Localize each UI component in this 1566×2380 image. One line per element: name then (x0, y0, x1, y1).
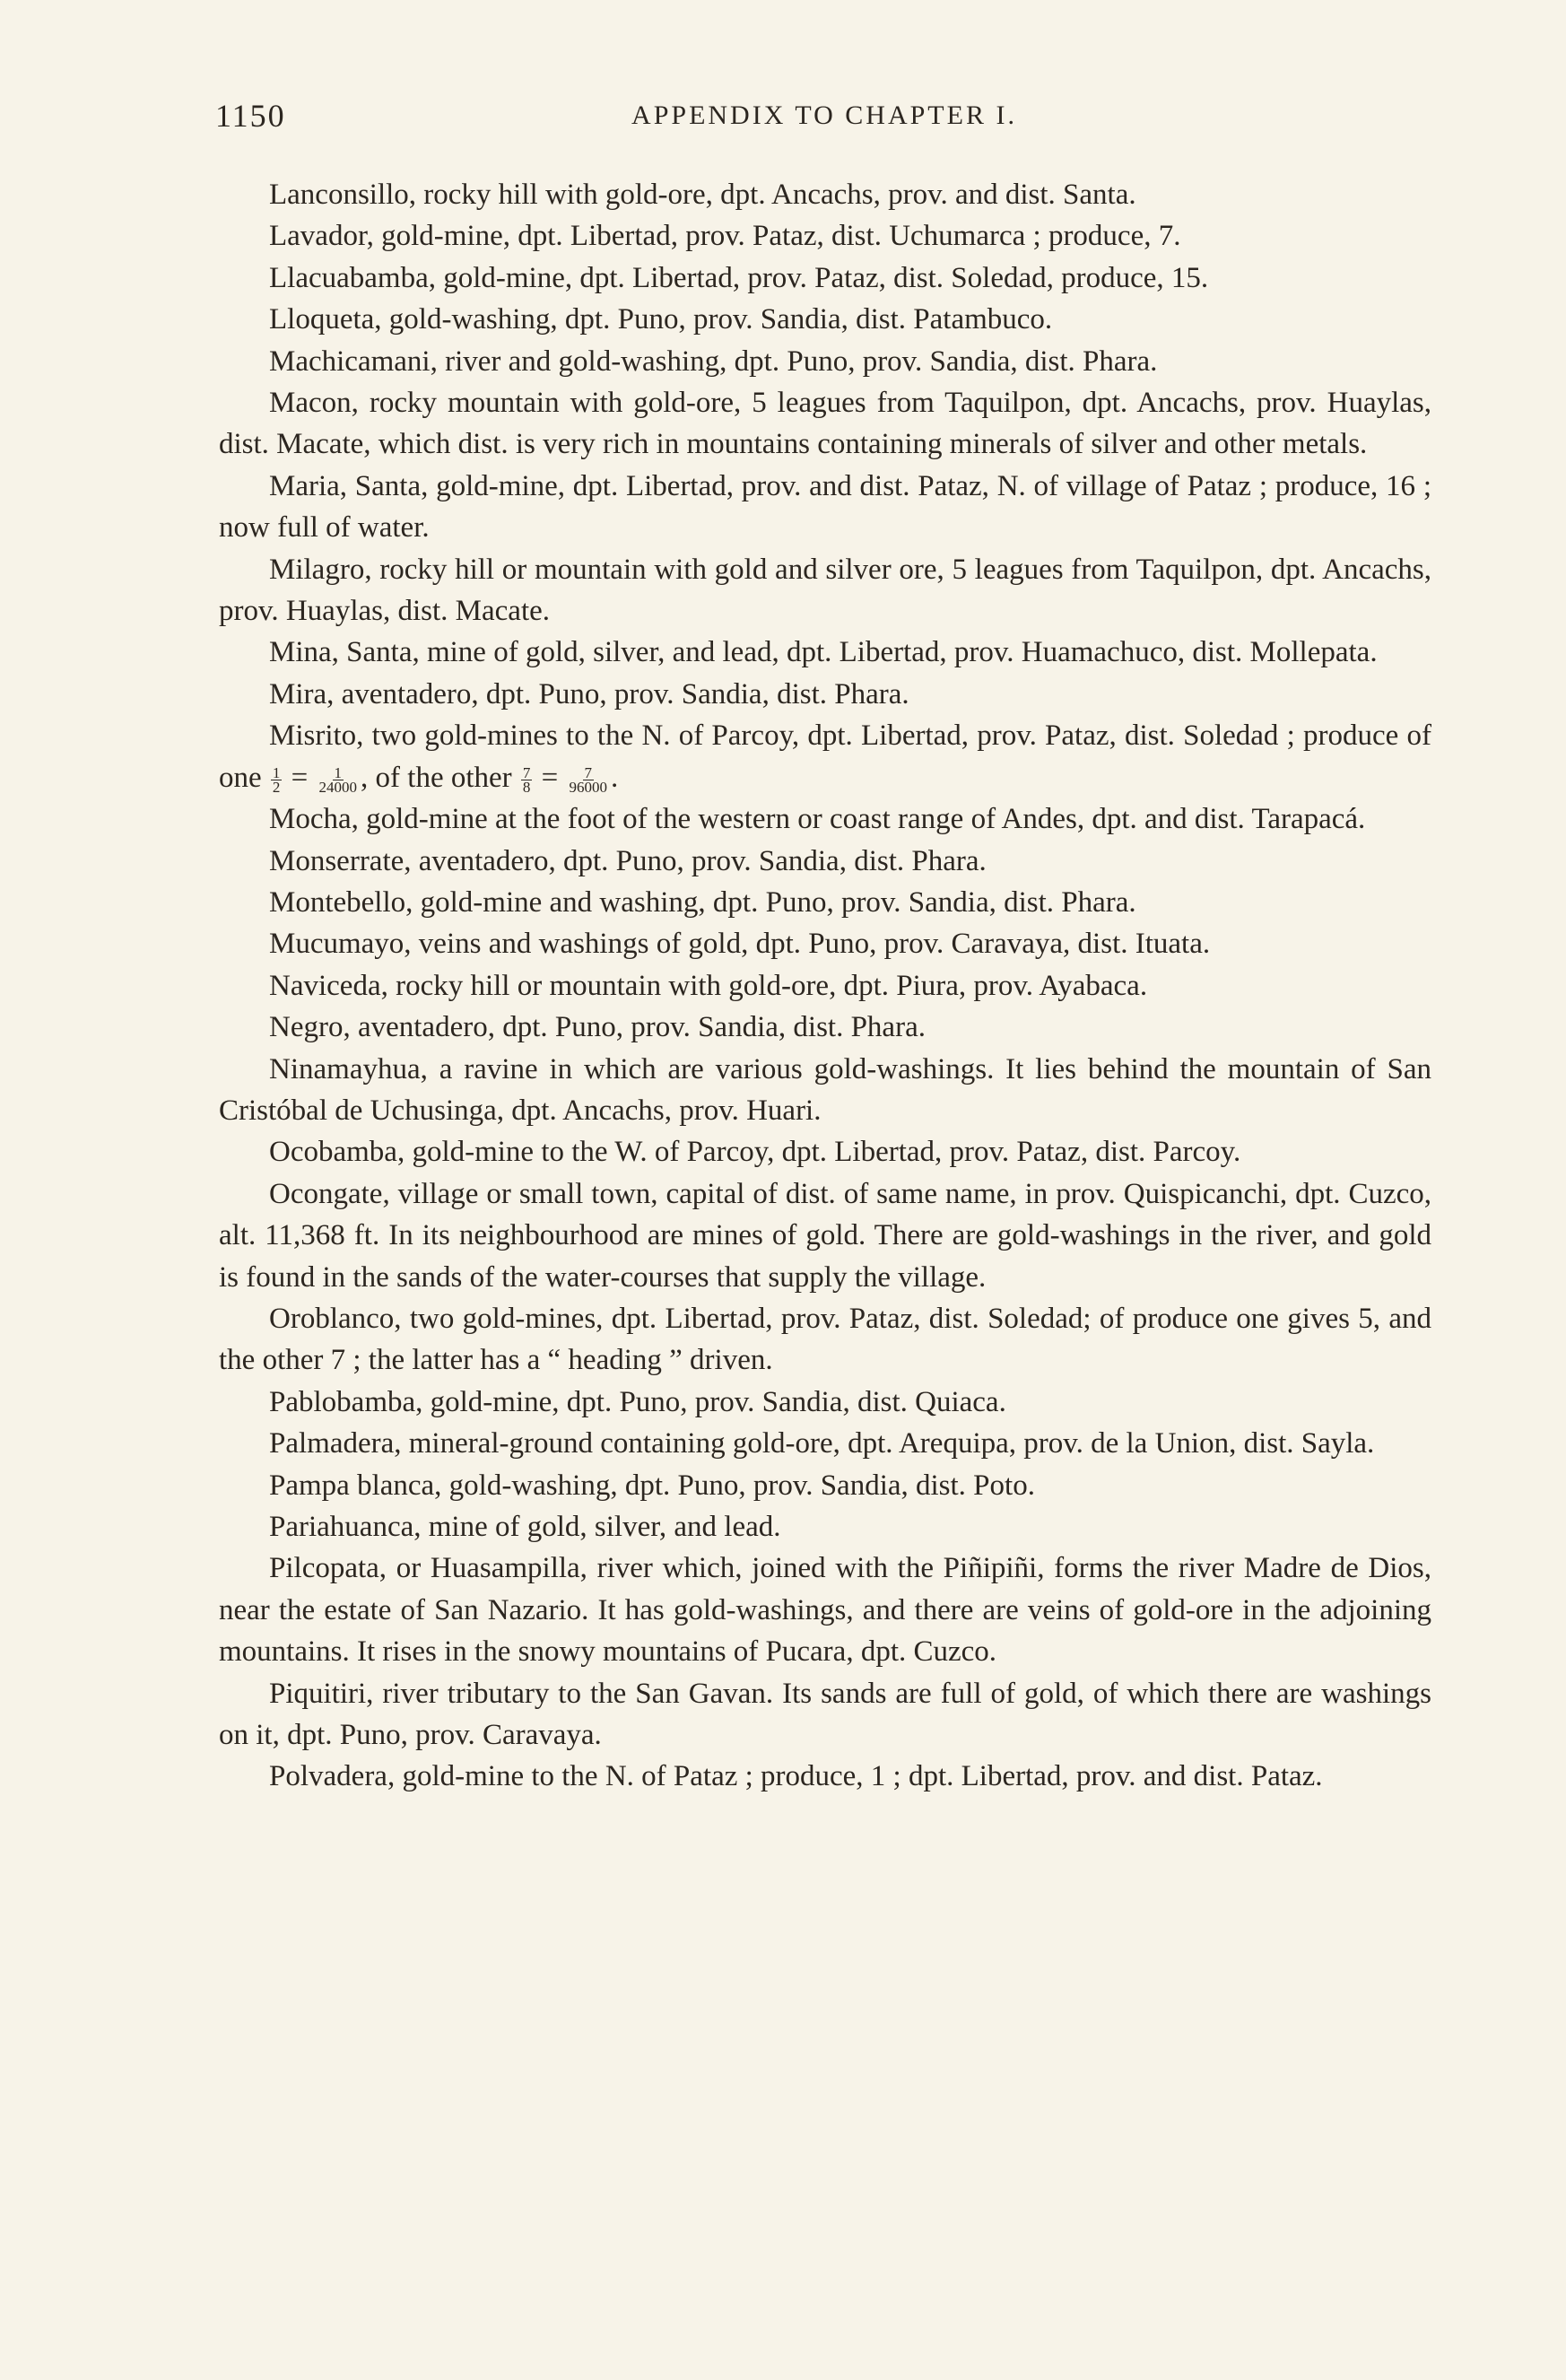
entry-ocobamba: Ocobamba, gold-mine to the W. of Parcoy, dpt. Libertad, prov. Pataz, dist. Parcoy. (269, 1136, 1241, 1169)
entry-mucumayo: Mucumayo, veins and washings of gold, dpt. Puno, prov. Caravaya, dist. Ituata. (269, 928, 1211, 961)
fraction-seven-eighths (521, 763, 533, 796)
entry-pariahuanca: Pariahuanca, mine of gold, silver, and lead. (269, 1511, 781, 1543)
entry-pilcopata: Pilcopata, or Huasampilla, river which, joined with the Piñipiñi, forms the river Madre de Dios, near the estate of San Nazario. It has gold-washings, and there are veins of gold-ore in the adjoining mountains. It rises in the snowy mountains of Pucara, dpt. Cuzco. (219, 1552, 1431, 1669)
entry-monserrate: Monserrate, aventadero, dpt. Puno, prov. Sandia, dist. Phara. (269, 844, 987, 877)
entry-milagro: Milagro, rocky hill or mountain with gold and silver ore, 5 leagues from Taquilpon, dpt. Ancachs, prov. Huaylas, dist. Macate. (219, 553, 1431, 628)
misrito-text-other: , of the other (361, 761, 512, 794)
fraction-denominator: 2 (272, 778, 281, 796)
fraction-one-24000 (318, 763, 360, 796)
entry-naviceda: Naviceda, rocky hill or mountain with gold-ore, dpt. Piura, prov. Ayabaca. (269, 969, 1148, 1002)
fraction-seven-96000 (568, 763, 610, 796)
fraction-numerator: 7 (522, 763, 531, 781)
entry-mina-santa: Mina, Santa, mine of gold, silver, and lead, dpt. Libertad, prov. Huamachuco, dist. Mollepata. (269, 636, 1378, 669)
entry-ninamayhua: Ninamayhua, a ravine in which are various gold-washings. It lies behind the mountain of San Cristóbal de Uchusinga, dpt. Ancachs, prov. Huari. (219, 1052, 1431, 1127)
fraction-numerator: 1 (272, 763, 281, 781)
fraction-denominator: 8 (522, 778, 531, 796)
entry-pablobamba: Pablobamba, gold-mine, dpt. Puno, prov. Sandia, dist. Quiaca. (269, 1385, 1006, 1418)
misrito-text: Misrito, two gold-mines to the N. of Parcoy, dpt. Libertad, prov. Pataz, dist. Soledad ; produce of one (219, 719, 1431, 794)
entry-mocha: Mocha, gold-mine at the foot of the western or coast range of Andes, dpt. and dist. Tarapacá. (269, 803, 1366, 836)
entry-machicamani: Machicamani, river and gold-washing, dpt. Puno, prov. Sandia, dist. Phara. (269, 344, 1158, 378)
entry-macon: Macon, rocky mountain with gold-ore, 5 leagues from Taquilpon, dpt. Ancachs, prov. Huaylas, dist. Macate, which dist. is very rich in mountains containing minerals of silver and other metals. (219, 387, 1431, 461)
entry-polvadera: Polvadera, gold-mine to the N. of Pataz ; produce, 1 ; dpt. Libertad, prov. and dist. Pataz. (269, 1760, 1323, 1793)
chapter-header-title: APPENDIX TO CHAPTER I. (631, 100, 1017, 130)
fraction-numerator: 1 (334, 763, 343, 781)
entry-lanconsillo: Lanconsillo, rocky hill with gold-ore, dpt. Ancachs, prov. and dist. Santa. (269, 179, 1136, 211)
gazetteer-entries (219, 174, 1431, 1798)
entry-piquitiri: Piquitiri, river tributary to the San Gavan. Its sands are full of gold, of which there are washings on it, dpt. Puno, prov. Caravaya. (219, 1677, 1431, 1752)
entry-llacuabamba: Llacuabamba, gold-mine, dpt. Libertad, prov. Pataz, dist. Soledad, produce, 15. (269, 261, 1209, 294)
entry-misrito (219, 715, 1431, 798)
page-number: 1150 (215, 98, 286, 134)
equals-sign: = (541, 761, 559, 794)
equals-sign: = (291, 761, 309, 794)
entry-maria-santa: Maria, Santa, gold-mine, dpt. Libertad, prov. and dist. Pataz, N. of village of Pataz ; produce, 16 ; now full of water. (219, 469, 1431, 545)
entry-palmadera: Palmadera, mineral-ground containing gold-ore, dpt. Arequipa, prov. de la Union, dist. Sayla. (269, 1427, 1375, 1460)
entry-ocongate: Ocongate, village or small town, capital of dist. of same name, in prov. Quispicanchi, dpt. Cuzco, alt. 11,368 ft. In its neighbourhood are mines of gold. There are gold-washings in the river, and gold is found in the sands of the water-courses that supply the village. (219, 1177, 1431, 1294)
entry-mira: Mira, aventadero, dpt. Puno, prov. Sandia, dist. Phara. (269, 677, 909, 711)
entry-montebello: Montebello, gold-mine and washing, dpt. Puno, prov. Sandia, dist. Phara. (269, 885, 1136, 919)
entry-lavador: Lavador, gold-mine, dpt. Libertad, prov. Pataz, dist. Uchumarca ; produce, 7. (269, 220, 1181, 253)
fraction-denominator: 96000 (569, 778, 608, 796)
fraction-numerator: 7 (584, 763, 593, 781)
entry-oroblanco: Oroblanco, two gold-mines, dpt. Libertad, prov. Pataz, dist. Soledad; of produce one gives 5, and the other 7 ; the latter has a “ heading ” driven. (219, 1302, 1431, 1377)
fraction-one-half (271, 763, 283, 796)
entry-lloqueta: Lloqueta, gold-washing, dpt. Puno, prov. Sandia, dist. Patambuco. (269, 303, 1053, 336)
misrito-period: . (611, 761, 619, 794)
running-head (215, 97, 1433, 142)
entry-pampa-blanca: Pampa blanca, gold-washing, dpt. Puno, prov. Sandia, dist. Poto. (269, 1469, 1035, 1502)
entry-negro: Negro, aventadero, dpt. Puno, prov. Sandia, dist. Phara. (269, 1011, 926, 1044)
fraction-denominator: 24000 (318, 778, 358, 796)
